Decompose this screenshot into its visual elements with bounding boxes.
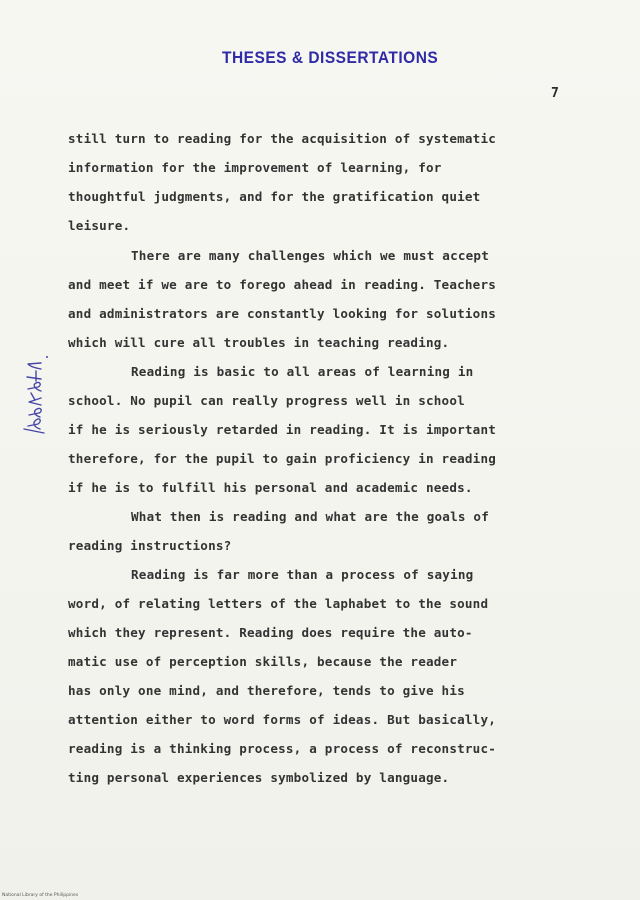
body-line: reading instructions? [68, 538, 232, 553]
body-line: ting personal experiences symbolized by language. [68, 770, 450, 785]
body-line: thoughtful judgments, and for the gratification quiet [68, 189, 481, 204]
body-line: information for the improvement of learning, for [68, 160, 442, 175]
body-line: and meet if we are to forego ahead in reading. Teachers [68, 277, 497, 292]
body-line: school. No pupil can really progress well in school [68, 393, 465, 408]
body-line: reading is a thinking process, a process of reconstruc- [68, 741, 497, 756]
body-line: if he is to fulfill his personal and academic needs. [68, 480, 473, 495]
body-line: therefore, for the pupil to gain proficiency in reading [68, 451, 497, 466]
body-line: attention either to word forms of ideas. But basically, [68, 712, 497, 727]
body-line: has only one mind, and therefore, tends to give his [68, 683, 465, 698]
body-line: What then is reading and what are the goals of [131, 509, 489, 524]
handwritten-margin-note [14, 355, 54, 435]
body-line: still turn to reading for the acquisition of systematic [68, 131, 497, 146]
page-number: 7 [551, 86, 559, 101]
body-line: word, of relating letters of the laphabet to the sound [68, 596, 489, 611]
body-line: matic use of perception skills, because the reader [68, 654, 458, 669]
theses-dissertations-stamp: THESES & DISSERTATIONS [222, 49, 439, 68]
body-line: leisure. [68, 218, 131, 233]
body-line: Reading is basic to all areas of learning in [131, 364, 474, 379]
footer-credit: National Library of the Philippines [2, 893, 79, 898]
body-line: Reading is far more than a process of saying [131, 567, 474, 582]
body-line: if he is seriously retarded in reading. It is important [68, 422, 497, 437]
body-line: and administrators are constantly looking for solutions [68, 306, 497, 321]
body-line: which they represent. Reading does require the auto- [68, 625, 473, 640]
body-line: There are many challenges which we must accept [131, 248, 489, 263]
body-line: which will cure all troubles in teaching reading. [68, 335, 450, 350]
